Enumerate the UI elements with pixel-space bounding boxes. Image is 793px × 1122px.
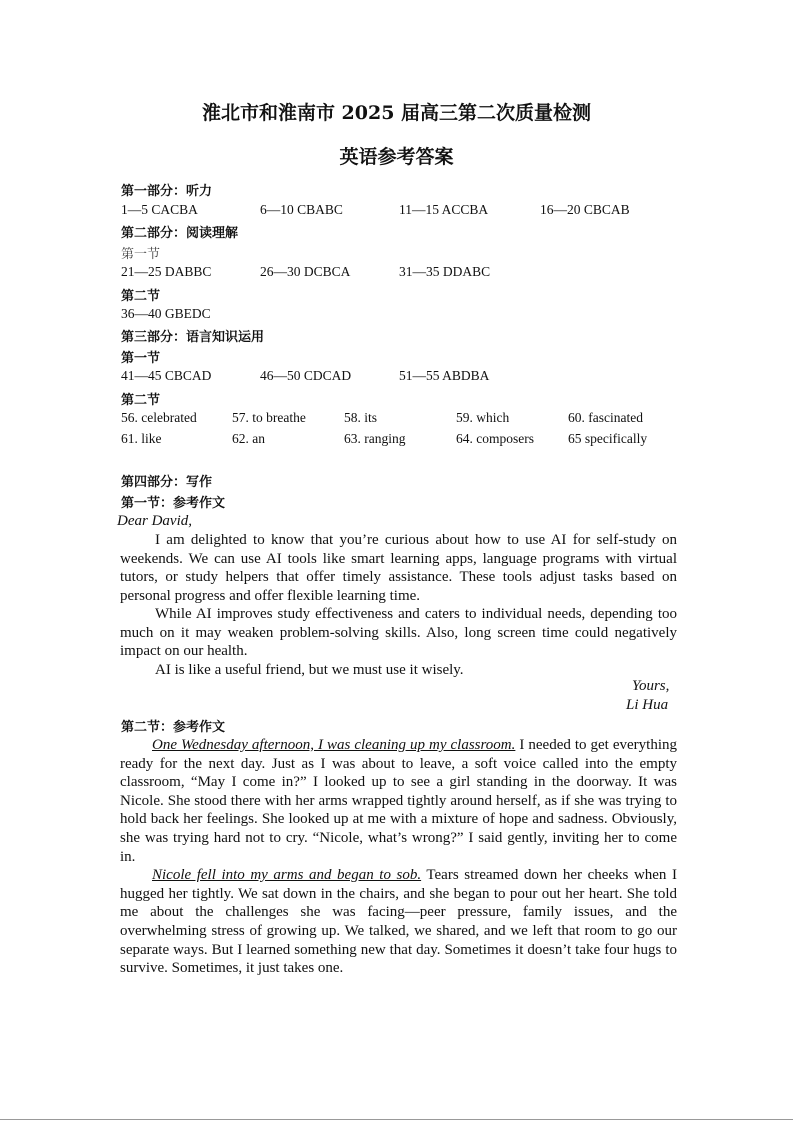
essay-paragraph-1 xyxy=(120,736,677,866)
page-subtitle: 英语参考答案 xyxy=(339,146,454,168)
essay-paragraph-2 xyxy=(120,866,677,978)
answer-word: 61. like xyxy=(121,431,162,446)
part2-sec2-heading: 第二节 xyxy=(121,289,161,304)
part3-sec1-heading: 第一节 xyxy=(121,351,161,366)
answer-word: 62. an xyxy=(232,431,265,446)
letter-paragraph: I am delighted to know that you’re curious about how to use AI for self-study on weekends. We can use AI tools like smart learning apps, language programs with virtual tutors, or study helpers that offer timely assistance. These tools adjust tasks based on personal progress and offer flexible learning time. xyxy=(120,532,677,604)
answer-word: 57. to breathe xyxy=(232,410,306,425)
answer-group: 16—20 CBCAB xyxy=(540,202,630,217)
answer-word: 65 specifically xyxy=(568,431,648,446)
answer-group: 1—5 CACBA xyxy=(121,202,198,217)
letter-greeting: Dear David, xyxy=(117,513,192,529)
answer-group: 11—15 ACCBA xyxy=(399,202,489,217)
answer-word: 59. which xyxy=(456,410,510,425)
letter-closing: Yours, xyxy=(632,678,670,694)
letter-body xyxy=(120,531,677,679)
page-bottom-divider xyxy=(0,1119,793,1120)
letter-paragraph: While AI improves study effectiveness and caters to individual needs, depending too much on it may weaken problem-solving skills. Also, long screen time could negatively impact on our health. xyxy=(120,606,677,659)
essay-text: I needed to get everything ready for the next day. Just as I was about to leave, a soft voice called into the empty classroom, “May I come in?” I looked up to see a girl standing in the doorway. It was Nicole. She stood there with her arms wrapped tightly around herself, as if she was trying to hold back her feelings. She looked up at me with a mixture of hope and sadness. Obviously, she was trying hard not to cry. “Nicole, what’s wrong?” I said gently, inviting her to come in. xyxy=(120,737,677,865)
part4-sec2-heading: 第二节：参考作文 xyxy=(121,720,226,735)
answer-word: 64. composers xyxy=(456,431,534,446)
answer-group: 51—55 ABDBA xyxy=(399,368,490,383)
part4-heading: 第四部分：写作 xyxy=(121,475,213,490)
part2-heading: 第二部分：阅读理解 xyxy=(121,226,239,241)
answer-group: 46—50 CDCAD xyxy=(260,368,352,383)
answer-word: 60. fascinated xyxy=(568,410,643,425)
part2-sec1-heading: 第一节 xyxy=(121,247,161,262)
letter-signature: Li Hua xyxy=(626,697,669,713)
answer-group: 41—45 CBCAD xyxy=(121,368,212,383)
continuation-essay xyxy=(120,736,677,978)
page-title: 淮北市和淮南市 2025 届高三第二次质量检测 xyxy=(201,102,592,124)
answer-group: 36—40 GBEDC xyxy=(121,306,211,321)
essay-text: Tears streamed down her cheeks when I hugged her tightly. We sat down in the chairs, and she began to pour out her heart. She told me about the challenges she was facing—peer pressure, family issues, and the overwhelming stress of growing up. We talked, we shared, and we left that room to go our separate ways. But I learned something new that day. Sometimes it doesn’t take four hugs to survive. Sometimes, it just takes one. xyxy=(120,867,677,977)
answer-group: 26—30 DCBCA xyxy=(260,264,351,279)
answer-group: 21—25 DABBC xyxy=(121,264,212,279)
answer-group: 6—10 CBABC xyxy=(260,202,343,217)
essay-lead-sentence: One Wednesday afternoon, I was cleaning up my classroom. xyxy=(152,737,516,753)
part3-heading: 第三部分：语言知识运用 xyxy=(121,330,265,345)
letter-paragraph: AI is like a useful friend, but we must use it wisely. xyxy=(155,661,464,678)
answer-word: 63. ranging xyxy=(344,431,406,446)
essay-lead-sentence: Nicole fell into my arms and began to sob. xyxy=(152,867,422,884)
answer-word: 58. its xyxy=(344,410,378,425)
answer-word: 56. celebrated xyxy=(121,410,197,425)
part4-sec1-heading: 第一节：参考作文 xyxy=(121,496,226,511)
part3-sec2-heading: 第二节 xyxy=(121,393,161,408)
answer-group: 31—35 DDABC xyxy=(399,264,491,279)
part1-heading: 第一部分：听力 xyxy=(121,184,213,199)
